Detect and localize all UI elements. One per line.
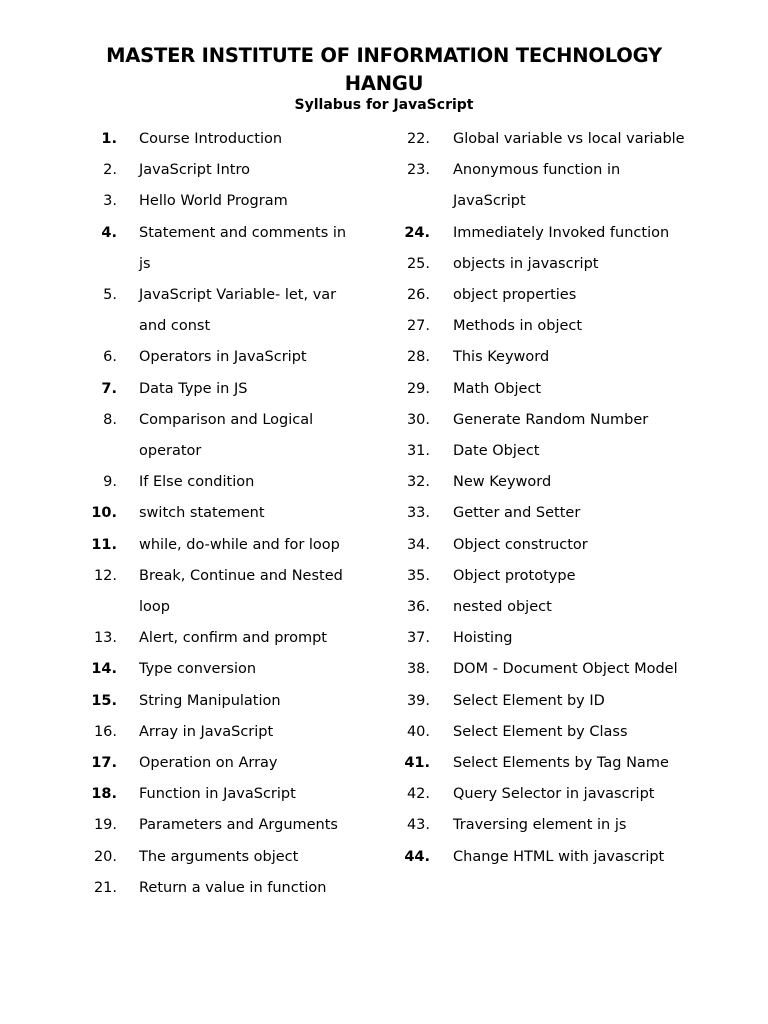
syllabus-item [0, 686, 380, 717]
item-topic: DOM - Document Object Model [453, 661, 678, 678]
item-number: 17. [91, 755, 117, 772]
item-number: 23. [406, 162, 430, 179]
item-number: 25. [406, 255, 430, 272]
syllabus-item [0, 561, 380, 623]
item-number: 31. [406, 443, 430, 460]
item-number: 42. [406, 786, 430, 803]
item-number: 8. [103, 411, 117, 428]
item-topic: This Keyword [453, 349, 550, 366]
item-topic: Global variable vs local variable [453, 131, 685, 147]
syllabus-item [385, 810, 768, 841]
item-topic: Function in JavaScript [139, 786, 296, 803]
item-number: 38. [406, 661, 430, 678]
item-topic: Object constructor [453, 536, 588, 553]
syllabus-item [0, 186, 380, 217]
item-topic: If Else condition [139, 474, 255, 491]
syllabus-item [385, 717, 768, 748]
syllabus-item [0, 779, 380, 810]
item-number: 2. [103, 162, 117, 179]
document-subtitle: Syllabus for JavaScript [294, 97, 474, 113]
syllabus-item [0, 155, 380, 186]
item-topic: The arguments object [139, 848, 299, 865]
syllabus-left-column [0, 124, 380, 904]
syllabus-item [385, 623, 768, 654]
item-number: 30. [406, 411, 430, 428]
item-number: 18. [91, 786, 117, 803]
item-topic: Methods in object [453, 318, 583, 335]
item-number: 21. [93, 879, 117, 896]
syllabus-item [0, 623, 380, 654]
syllabus-item [0, 498, 380, 529]
item-topic: Operators in JavaScript [139, 349, 307, 366]
item-number: 9. [103, 474, 117, 491]
item-number: 36. [406, 599, 430, 616]
item-number: 41. [404, 755, 430, 772]
item-topic: Select Element by ID [453, 692, 605, 709]
item-topic: Type conversion [139, 661, 257, 678]
item-number: 15. [91, 692, 117, 709]
item-number: 14. [91, 661, 117, 678]
syllabus-item [385, 436, 768, 467]
item-number: 1. [101, 131, 117, 147]
item-topic: Break, Continue and Nested loop [139, 567, 343, 616]
item-topic: JavaScript Variable- let, var and const [139, 287, 337, 335]
item-topic: New Keyword [453, 474, 552, 491]
item-topic: objects in javascript [453, 255, 599, 272]
item-topic: Hello World Program [139, 193, 288, 210]
item-topic: Data Type in JS [139, 380, 248, 397]
syllabus-item [385, 342, 768, 373]
item-topic: Hoisting [453, 630, 513, 647]
item-topic: Alert, confirm and prompt [139, 630, 327, 647]
syllabus-item [385, 842, 768, 873]
item-number: 26. [406, 287, 430, 304]
item-number: 43. [406, 817, 430, 834]
item-topic: Date Object [453, 443, 540, 460]
item-number: 13. [93, 630, 117, 647]
syllabus-item [0, 810, 380, 841]
syllabus-item [385, 374, 768, 405]
item-number: 40. [406, 723, 430, 740]
item-topic: Immediately Invoked function [453, 224, 670, 241]
item-topic: Generate Random Number [453, 411, 649, 428]
item-topic: Array in JavaScript [139, 723, 274, 740]
syllabus-item [385, 124, 768, 155]
syllabus-item [385, 561, 768, 592]
syllabus-right-column [385, 124, 768, 873]
syllabus-item [0, 342, 380, 373]
item-topic: Select Element by Class [453, 723, 628, 740]
syllabus-item [0, 467, 380, 498]
item-topic: nested object [453, 599, 552, 616]
item-number: 34. [406, 536, 430, 553]
item-number: 19. [93, 817, 117, 834]
item-number: 32. [406, 474, 430, 491]
item-topic: object properties [453, 287, 577, 304]
item-number: 37. [406, 630, 430, 647]
item-topic: Parameters and Arguments [139, 817, 338, 834]
item-number: 5. [103, 287, 117, 304]
item-number: 35. [406, 567, 430, 584]
item-topic: Object prototype [453, 567, 576, 584]
item-number: 3. [103, 193, 117, 210]
item-topic: String Manipulation [139, 692, 281, 709]
item-topic: Statement and comments in js [139, 224, 347, 272]
item-number: 12. [93, 567, 117, 584]
item-number: 16. [93, 723, 117, 740]
item-topic: Traversing element in js [453, 817, 627, 834]
syllabus-item [385, 530, 768, 561]
syllabus-item [0, 374, 380, 405]
syllabus-item [385, 748, 768, 779]
syllabus-item [0, 842, 380, 873]
syllabus-item [0, 717, 380, 748]
item-number: 27. [406, 318, 430, 335]
syllabus-item [0, 748, 380, 779]
item-topic: Change HTML with javascript [453, 848, 665, 865]
item-topic: JavaScript Intro [139, 162, 250, 179]
syllabus-item [0, 530, 380, 561]
item-topic: Course Introduction [139, 131, 283, 147]
item-number: 11. [91, 536, 117, 553]
item-number: 20. [93, 848, 117, 865]
syllabus-item [385, 779, 768, 810]
syllabus-item [0, 124, 380, 155]
syllabus-item [0, 873, 380, 904]
item-topic: Return a value in function [139, 879, 327, 896]
syllabus-item [0, 218, 380, 280]
item-topic: while, do-while and for loop [139, 536, 340, 553]
item-topic: Anonymous function in JavaScript [453, 162, 621, 210]
item-number: 44. [404, 848, 430, 865]
item-topic: Operation on Array [139, 755, 278, 772]
syllabus-item [385, 686, 768, 717]
syllabus-item [385, 311, 768, 342]
syllabus-item [385, 280, 768, 311]
item-topic: Math Object [453, 380, 542, 397]
item-number: 39. [406, 692, 430, 709]
syllabus-item [0, 405, 380, 467]
item-number: 22. [406, 131, 430, 147]
item-topic: Select Elements by Tag Name [453, 755, 669, 772]
syllabus-item [0, 654, 380, 685]
syllabus-item [385, 498, 768, 529]
syllabus-item [385, 218, 768, 249]
item-number: 4. [101, 224, 117, 241]
institute-title: MASTER INSTITUTE OF INFORMATION TECHNOLOGY [106, 44, 662, 67]
item-number: 28. [406, 349, 430, 366]
syllabus-item [385, 592, 768, 623]
syllabus-item [0, 280, 380, 342]
item-topic: switch statement [139, 505, 265, 522]
item-number: 7. [101, 380, 117, 397]
item-number: 24. [404, 224, 430, 241]
item-number: 29. [406, 380, 430, 397]
item-topic: Query Selector in javascript [453, 786, 655, 803]
syllabus-item [385, 405, 768, 436]
syllabus-item [385, 467, 768, 498]
syllabus-item [385, 654, 768, 685]
syllabus-item [385, 155, 768, 217]
item-number: 33. [406, 505, 430, 522]
item-number: 6. [103, 349, 117, 366]
item-number: 10. [91, 505, 117, 522]
institute-city: HANGU [344, 72, 424, 95]
syllabus-item [385, 249, 768, 280]
item-topic: Getter and Setter [453, 505, 581, 522]
item-topic: Comparison and Logical operator [139, 411, 314, 460]
